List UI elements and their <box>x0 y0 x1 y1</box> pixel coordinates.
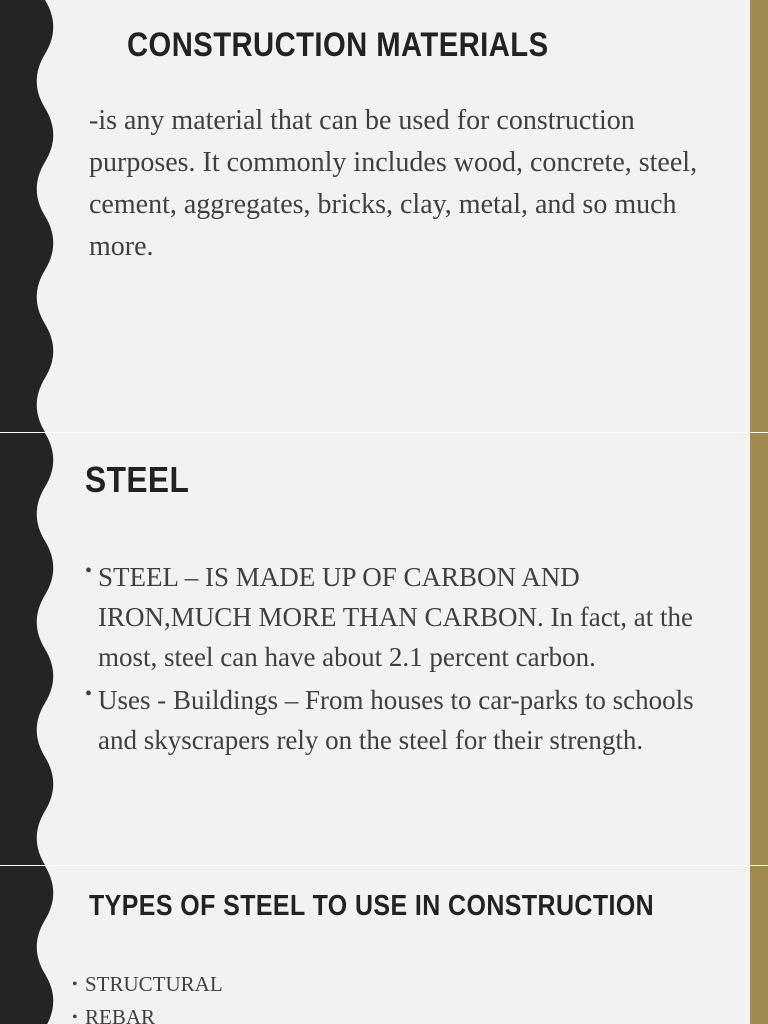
bullet-icon: • <box>72 976 78 993</box>
slide-construction-materials <box>0 0 768 432</box>
list-item <box>85 557 725 677</box>
definition-paragraph: -is any material that can be used for construction purposes. It commonly includes wood, concrete, steel, cement, aggregates, bricks, clay, metal, and so much more. <box>89 105 698 262</box>
list-item <box>85 680 725 760</box>
gold-accent-strip <box>750 866 768 1024</box>
bullet-text: Uses - Buildings – From houses to car-parks to schools and skyscrapers rely on the steel for their strength. <box>98 685 694 755</box>
bullet-text: REBAR <box>85 1005 156 1024</box>
wavy-side-band <box>0 433 60 865</box>
slide-title: STEEL <box>85 459 190 500</box>
slide-steel <box>0 433 768 865</box>
list-item <box>72 1001 223 1024</box>
gold-accent-strip <box>750 0 768 432</box>
slide-types-of-steel <box>0 866 768 1024</box>
wavy-side-band <box>0 866 60 1024</box>
wavy-side-band <box>0 0 60 432</box>
list-item <box>72 968 223 1001</box>
slide-title: TYPES OF STEEL TO USE IN CONSTRUCTION <box>89 890 655 922</box>
slide-title: CONSTRUCTION MATERIALS <box>127 26 549 64</box>
bullet-icon: • <box>85 560 93 582</box>
bullet-icon: • <box>72 1009 78 1024</box>
bullet-list <box>85 557 725 763</box>
bullet-text: STEEL – IS MADE UP OF CARBON AND IRON,MUCH MORE THAN CARBON. In fact, at the most, steel can have about 2.1 percent carbon. <box>98 562 693 672</box>
bullet-icon: • <box>85 683 93 705</box>
gold-accent-strip <box>750 433 768 865</box>
bullet-list <box>72 968 223 1024</box>
bullet-text: STRUCTURAL <box>85 972 223 996</box>
